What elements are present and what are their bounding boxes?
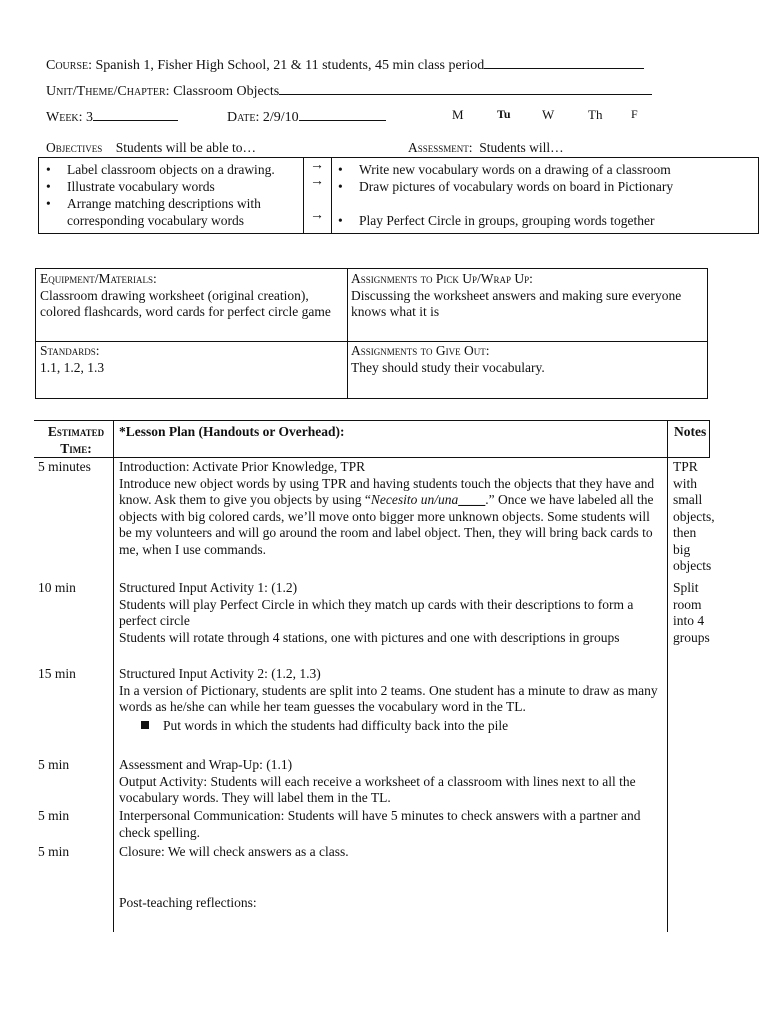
plan-cell-assessment (119, 757, 664, 807)
arrow-right-icon: → (310, 174, 324, 189)
day-w: W (542, 107, 555, 122)
intro-text-a: Introduce new object words by using TPR and having students touch the objects that they have and know. Ask them to give you objects by using “ (119, 475, 655, 507)
date-value: 2/9/10 (262, 110, 299, 125)
pickup-text: Discussing the worksheet answers and making sure everyone knows what it is (351, 287, 682, 319)
lesson-col-divider-2 (667, 420, 668, 932)
activity-text (119, 476, 664, 559)
standards-text: 1.1, 1.2, 1.3 (40, 359, 105, 375)
day-th: Th (588, 107, 603, 122)
time-cell: 10 min (38, 580, 76, 595)
activity-text: Output Activity: Students will each receive a worksheet of a classroom with lines next to all the vocabulary words. They will label them in the TL. (119, 773, 636, 805)
day-f: F (631, 107, 638, 121)
week-line (46, 106, 178, 126)
materials-divider-h (36, 341, 707, 342)
col-time-header (38, 424, 114, 457)
lesson-plan-table (34, 420, 715, 932)
pickup-label: Assignments to Pick Up/Wrap Up: (351, 271, 533, 286)
giveout-text: They should study their vocabulary. (351, 359, 545, 375)
course-underline (484, 54, 644, 69)
course-value: Spanish 1, Fisher High School, 21 & 11 students, 45 min class period (95, 58, 485, 73)
lesson-col-divider-1 (113, 420, 114, 932)
unit-underline (279, 80, 652, 95)
arrow-right-icon: → (310, 158, 324, 173)
objectives-intro: Students will be able to… (115, 140, 256, 155)
plan-cell-intro (119, 459, 664, 558)
activity-title: Assessment and Wrap-Up: (1.1) (119, 757, 293, 772)
assessment-label: Assessment: (408, 140, 473, 155)
objectives-heading (46, 140, 256, 156)
square-bullet-icon (141, 721, 149, 729)
date-label: Date: (227, 110, 260, 125)
course-line (46, 54, 644, 74)
time-cell: 15 min (38, 666, 76, 681)
post-teaching-reflections: Post-teaching reflections: (119, 895, 257, 910)
notes-cell: Split room into 4 groups (673, 580, 710, 645)
unit-line (46, 80, 652, 100)
giveout-label: Assignments to Give Out: (351, 343, 490, 358)
time-cell: 5 min (38, 808, 70, 823)
plan-cell-activity-2 (119, 666, 664, 734)
intro-text-blank: ____ (458, 492, 486, 507)
time-cell: 5 min (38, 757, 70, 772)
pickup-cell (351, 271, 691, 321)
assessment-item: • Write new vocabulary words on a drawing of a classroom (331, 161, 759, 178)
objectives-list (39, 161, 301, 229)
lesson-top-border (34, 420, 710, 421)
plan-cell-closure: Closure: We will check answers as a class. (119, 844, 349, 859)
activity-text: Students will rotate through 4 stations, one with pictures and one with descriptions in groups (119, 629, 620, 645)
giveout-cell (351, 343, 691, 376)
week-value: 3 (86, 110, 94, 125)
assessment-intro: Students will… (479, 140, 564, 155)
arrow-right-icon: → (310, 208, 324, 223)
objectives-table (38, 157, 759, 234)
col-time-line1: Estimated (47, 424, 105, 439)
activity-bullet (119, 718, 664, 735)
week-underline (93, 106, 178, 121)
intro-text-italic: Necesito un/una (370, 492, 459, 507)
week-label: Week: (46, 110, 83, 125)
unit-value: Classroom Objects (173, 84, 280, 99)
activity-text: Students will play Perfect Circle in which they match up cards with their descriptions to form a perfect circle (119, 596, 634, 628)
activity-title: Structured Input Activity 1: (1.2) (119, 580, 298, 595)
intro-text-b: .” Once we have labeled all the objects with big colored cards, we’ll move onto bigger more unknown objects. Some students will be my volunteers and will go around the room and label object. Then, they will bring back cards to me, when I use commands. (119, 492, 654, 557)
assessment-heading (408, 140, 564, 156)
lesson-header-border (34, 457, 710, 458)
date-line (227, 106, 386, 126)
assessment-item: • Draw pictures of vocabulary words on board in Pictionary (331, 178, 759, 195)
time-cell: 5 min (38, 844, 70, 859)
time-cell: 5 minutes (38, 459, 91, 474)
objectives-label: Objectives (46, 140, 103, 155)
activity-text: In a version of Pictionary, students are split into 2 teams. One student has a minute to draw as many words as he/she can while her team guesses the vocabulary word in the TL. (119, 682, 658, 714)
materials-divider-v (347, 269, 348, 398)
unit-label: Unit/Theme/Chapter: (46, 84, 170, 99)
plan-cell-activity-1 (119, 580, 664, 646)
standards-cell (40, 343, 344, 376)
assessment-item: • Play Perfect Circle in groups, grouping words together (331, 212, 759, 229)
equipment-label: Equipment/Materials: (40, 271, 157, 286)
arrow-column (303, 158, 331, 233)
materials-table (35, 268, 708, 399)
activity-title: Structured Input Activity 2: (1.2, 1.3) (119, 666, 321, 681)
assessment-list (331, 161, 759, 229)
objective-item: • Arrange matching descriptions with corresponding vocabulary words (39, 195, 301, 229)
course-label: Course: (46, 58, 93, 73)
equipment-cell (40, 271, 344, 321)
objective-item: • Illustrate vocabulary words (39, 178, 301, 195)
day-tu: Tu (497, 107, 511, 121)
notes-cell: TPR with small objects, then big objects (673, 459, 715, 573)
date-underline (299, 106, 386, 121)
col-notes-header: Notes (674, 424, 707, 439)
activity-bullet-text: Put words in which the students had difficulty back into the pile (163, 717, 509, 733)
day-m: M (452, 107, 464, 122)
activity-title: Introduction: Activate Prior Knowledge, TPR (119, 459, 366, 474)
objective-item: • Label classroom objects on a drawing. (39, 161, 301, 178)
col-time-line2: Time: (60, 440, 92, 456)
plan-cell-interpersonal: Interpersonal Communication: Students will have 5 minutes to check answers with a partner and check spelling. (119, 808, 641, 840)
standards-label: Standards: (40, 343, 100, 358)
col-plan-header: *Lesson Plan (Handouts or Overhead): (119, 424, 345, 439)
equipment-text: Classroom drawing worksheet (original creation), colored flashcards, word cards for perfect circle game (40, 287, 331, 319)
